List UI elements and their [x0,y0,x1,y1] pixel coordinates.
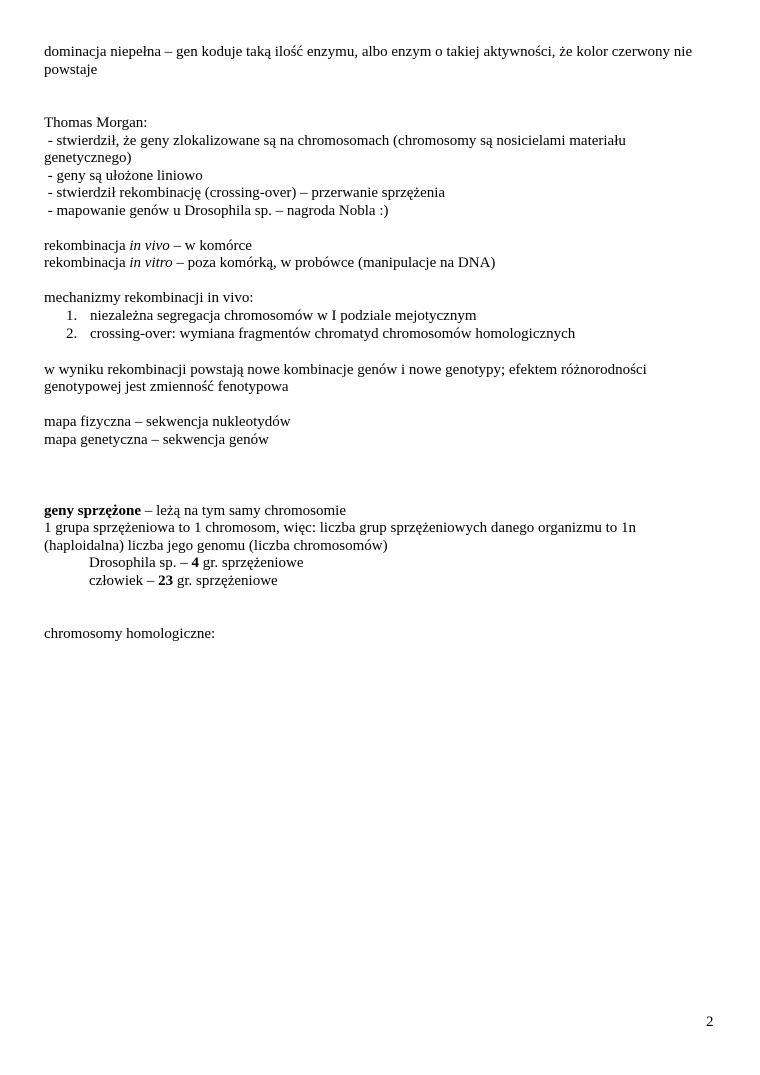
list-item: crossing-over: wymiana fragmentów chromatyd chromosomów homologicznych [90,326,576,342]
paragraph-line: 1 grupa sprzężeniowa to 1 chromosom, więc: liczba grup sprzężeniowych danego organizmu to 1n [44,520,637,536]
text: – w komórce [169,238,252,254]
text: rekombinacja [44,255,130,271]
list-number: 1. [66,308,78,324]
paragraph-line: (haploidalna) liczba jego genomu (liczba chromosomów) [44,538,388,554]
map-definition: mapa genetyczna – sekwencja genów [44,432,269,448]
count: 23 [158,573,174,589]
text: Drosophila sp. – [89,555,192,571]
list-item: - geny są ułożone liniowo [44,168,203,184]
list-item: - stwierdził, że geny zlokalizowane są na chromosomach (chromosomy są nosicielami materiału [44,133,626,149]
paragraph-line: genotypowej jest zmienność fenotypowa [44,379,289,395]
text: – poza komórką, w probówce (manipulacje na DNA) [172,255,496,271]
paragraph-line: dominacja niepełna – gen koduje taką ilość enzymu, albo enzym o takiej aktywności, że kolor czerwony nie [44,44,693,60]
text: rekombinacja [44,238,130,254]
term: geny sprzężone [44,503,142,519]
page-number: 2 [706,1014,714,1030]
paragraph-line: powstaje [44,62,98,78]
section-heading: Thomas Morgan: [44,115,148,131]
section-heading: mechanizmy rekombinacji in vivo: [44,290,254,306]
paragraph-line: w wyniku rekombinacji powstają nowe kombinacje genów i nowe genotypy; efektem różnorodności [44,362,647,378]
term: in vitro [129,255,173,271]
list-item: - stwierdził rekombinację (crossing-over) – przerwanie sprzężenia [44,185,446,201]
in-vivo-line [44,237,252,255]
term: in vivo [129,238,170,254]
list-item: niezależna segregacja chromosomów w I podziale mejotycznym [90,308,477,324]
section-heading: chromosomy homologiczne: [44,626,216,642]
text: człowiek – [89,573,159,589]
text: gr. sprzężeniowe [173,573,278,589]
list-item: genetycznego) [44,150,132,166]
count: 4 [191,555,199,571]
text: gr. sprzężeniowe [199,555,304,571]
example-line [89,572,278,590]
list-number: 2. [66,326,78,342]
list-item: - mapowanie genów u Drosophila sp. – nagroda Nobla :) [44,203,389,219]
text: – leżą na tym samy chromosomie [141,503,347,519]
in-vitro-line [44,254,495,272]
map-definition: mapa fizyczna – sekwencja nukleotydów [44,414,291,430]
linked-genes-line [44,502,346,520]
example-line [89,554,304,572]
